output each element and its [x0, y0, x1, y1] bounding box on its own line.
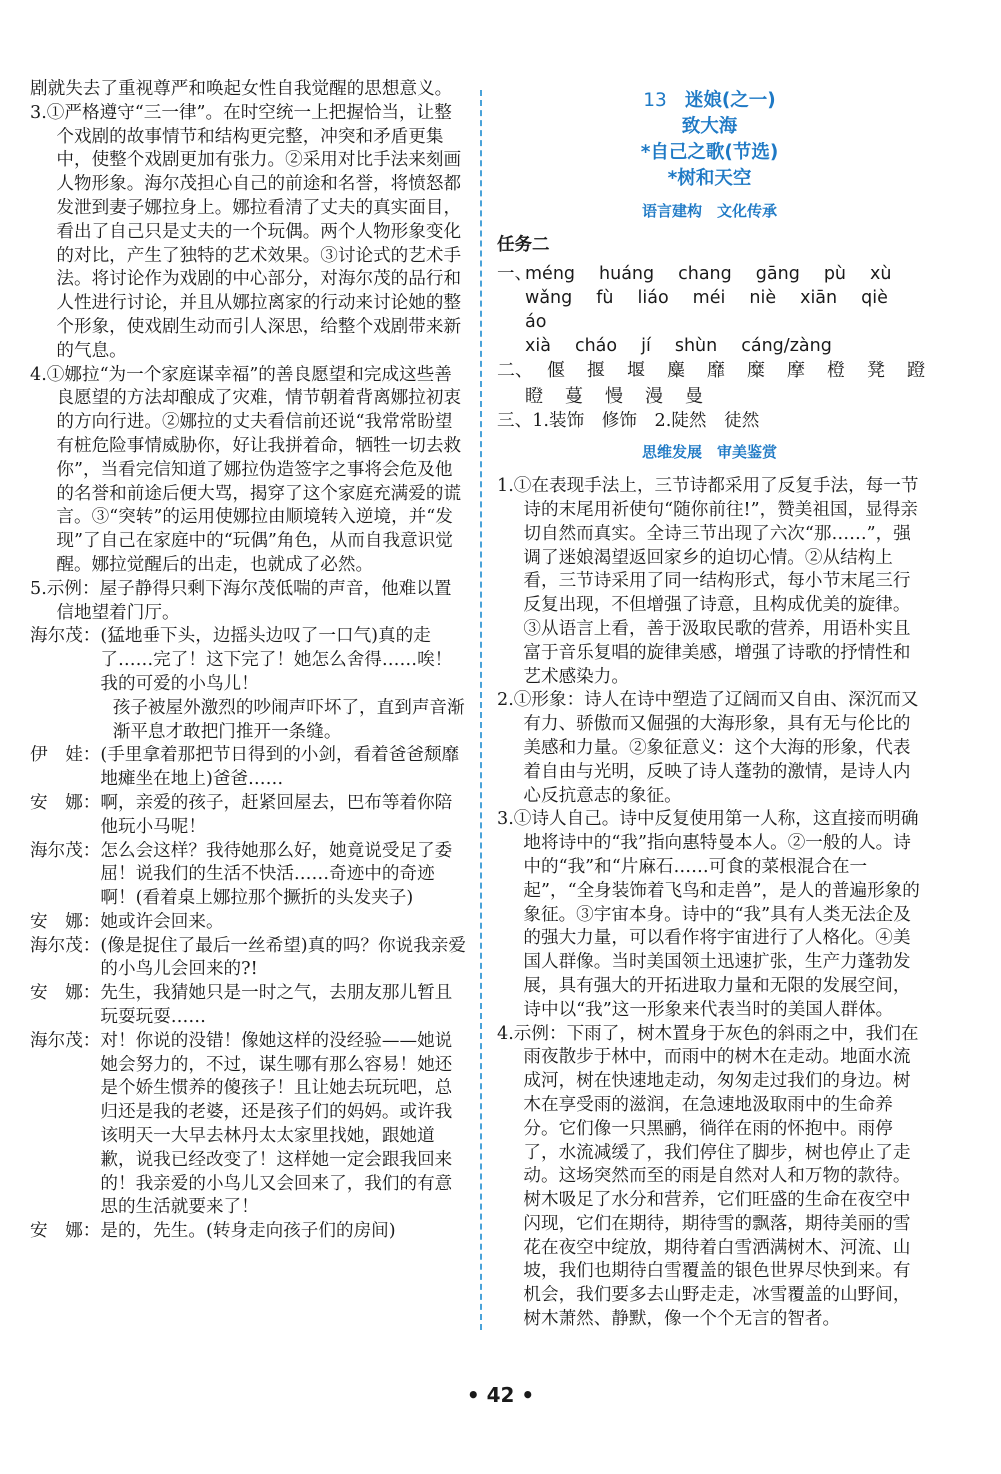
- dialogue-line: [30, 840, 468, 911]
- speaker: 海尔茂：: [30, 626, 101, 647]
- line-text: 先生，我猜她只是一时之气，去朋友那儿暂且玩耍玩耍……: [100, 983, 453, 1028]
- pinyin-word: méi: [692, 287, 726, 308]
- char: 麋: [667, 359, 685, 381]
- pinyin-word: cáng/zàng: [741, 335, 832, 356]
- char-row-2: [497, 384, 922, 410]
- pinyin-word: liáo: [637, 287, 669, 308]
- lesson-title-4: *树和天空: [667, 168, 752, 189]
- char: 蹬: [907, 359, 925, 381]
- column-divider: [480, 90, 482, 1330]
- pinyin-word: áo: [525, 311, 547, 332]
- char: 慢: [605, 385, 623, 407]
- script-dialogue: [30, 625, 468, 1244]
- pinyin-word: chang: [678, 263, 732, 284]
- line-text: 对！你说的没错！像她这样的没经验——她说她会努力的，不过，谋生哪有那么容易！她还是个娇生惯养的傻孩子！且让她去玩玩吧，总归还是我的老婆，还是孩子们的妈妈。或许我该明天一大早去林丹太太家里找她，跟她道歉，说我已经改变了！这样她一定会跟我回来的！我亲爱的小鸟儿又会回来了，我们的有意思的生活就要来了！: [100, 1030, 453, 1218]
- line-text: 啊，亲爱的孩子，赶紧回屋去，巴布等着你陪他玩小马呢！: [100, 792, 453, 837]
- dialogue-line: [30, 1030, 468, 1220]
- line-text: 是的，先生。(转身走向孩子们的房间): [100, 1221, 396, 1242]
- dialogue-line: [30, 625, 468, 696]
- pinyin-word: xià: [525, 335, 551, 356]
- lesson-heading: [497, 88, 922, 192]
- right-column: [497, 78, 925, 1332]
- pinyin-word: huáng: [599, 263, 655, 284]
- line-text: 怎么会这样？我待她那么好，她竟说受足了委屈！说我们的生活不快活……奇迹中的奇迹啊！(看着桌上娜拉那个撅折的头发夹子): [100, 840, 453, 909]
- speaker: 安 娜：: [30, 983, 101, 1004]
- char: 摩: [787, 359, 805, 381]
- pinyin-row-1: [497, 262, 922, 286]
- dialogue-line: [30, 744, 468, 792]
- answer-5: 5.示例：屋子静得只剩下海尔茂低喘的声音，他难以置信地望着门厅。: [30, 578, 452, 623]
- char: 蔓: [565, 385, 583, 407]
- speaker: 伊 娃：: [30, 745, 101, 766]
- pinyin-word: méng: [525, 263, 576, 284]
- answer-4: 4.①娜拉“为一个家庭谋幸福”的善良愿望和完成这些善良愿望的方法却酿成了灾难，情节朝着背离娜拉初衷的方向行进。②娜拉的丈夫看信前还说“我常常盼望有桩危险事情威胁你，好让我拼着命，牺牲一切去救你”，当看完信知道了娜拉伪造签字之事将会危及他的名誉和前途后便大骂，揭穿了这个家庭充满爱的谎言。③“突转”的运用使娜拉由顺境转入逆境，并“发现”了自己在家庭中的“玩偶”角色，从而自我意识觉醒。娜拉觉醒后的出走，也就成了必然。: [30, 364, 462, 575]
- char: 糜: [747, 359, 765, 381]
- intro-paragraph: 剧就失去了重视尊严和唤起女性自我觉醒的思想意义。: [30, 79, 453, 99]
- task-heading: 任务二: [497, 234, 550, 255]
- speaker: 安 娜：: [30, 911, 101, 932]
- stage-direction: 孩子被屋外激烈的吵闹声吓坏了，直到声音渐渐平息才敢把门推开一条缝。: [112, 697, 465, 742]
- pinyin-word: qiè: [861, 287, 888, 308]
- dialogue-line: [30, 982, 468, 1030]
- answer-4: 4.示例：下雨了，树木置身于灰色的斜雨之中，我们在雨夜散步于林中，而雨中的树木在走动。地面水流成河，树在快速地走动，匆匆走过我们的身边。树木在享受雨的滋润，在急速地汲取雨中的生命养分。它们像一只黑鹂，徜徉在雨的怀抱中。雨停了，水流减缓了，我们停住了脚步，树也停止了走动。这场突然而至的雨是自然对人和万物的款待。树木吸足了水分和营养，它们旺盛的生命在夜空中闪现，它们在期待，期待雪的飘落，期待美丽的雪花在夜空中绽放，期待着白雪洒满树木、河流、山坡，我们也期待白雪覆盖的银色世界尽快到来。有机会，我们要多去山野走走，冰雪覆盖的山野间，树木萧然、静默，像一个个无言的智者。: [497, 1023, 919, 1330]
- section-heading-2: 思维发展 审美鉴赏: [641, 443, 777, 462]
- left-column: [30, 78, 468, 1244]
- dialogue-line: [30, 1220, 468, 1244]
- char: 揠: [587, 359, 605, 381]
- line-text: 她或许会回来。: [100, 911, 224, 932]
- question-3-answer: 三、1.装饰 修饰 2.陡然 徒然: [497, 410, 760, 431]
- char: 靡: [707, 359, 725, 381]
- char: 偃: [547, 359, 565, 381]
- pinyin-word: xù: [870, 263, 892, 284]
- dialogue-line: [30, 911, 468, 935]
- question-label: 一、: [497, 263, 532, 284]
- lesson-number: 13: [643, 90, 667, 111]
- pinyin-word: cháo: [574, 335, 618, 356]
- speaker: 安 娜：: [30, 792, 101, 813]
- lesson-title-2: 致大海: [681, 116, 738, 137]
- speaker: 海尔茂：: [30, 935, 101, 956]
- dialogue-line: [30, 792, 468, 840]
- line-text: (猛地垂下头，边摇头边叹了一口气)真的走了……完了！这下完了！她怎么舍得……唉！我的可爱的小鸟儿！: [100, 626, 453, 694]
- pinyin-word: fù: [596, 287, 614, 308]
- question-label: 二、: [497, 359, 533, 381]
- pinyin-word: niè: [749, 287, 777, 308]
- speaker: 安 娜：: [30, 1221, 101, 1242]
- char: 堰: [627, 359, 645, 381]
- answer-3: 3.①严格遵守“三一律”。在时空统一上把握恰当，让整个戏剧的故事情节和结构更完整，冲突和矛盾更集中，使整个戏剧更加有张力。②采用对比手法来刻画人物形象。海尔茂担心自己的前途和名誉，将愤怒都发泄到妻子娜拉身上。娜拉看清了丈夫的真实面目，看出了自己只是丈夫的一个玩偶。两个人物形象变化的对比，产生了独特的艺术效果。③讨论式的艺术手法。将讨论作为戏剧的中心部分，对海尔茂的品行和人性进行讨论，并且从娜拉离家的行动来讨论她的整个形象，使戏剧生动而引人深思，给整个戏剧带来新的气息。: [30, 102, 462, 361]
- pinyin-word: shùn: [674, 335, 718, 356]
- char: 凳: [867, 359, 885, 381]
- line-text: (手里拿着那把节日得到的小剑，看着爸爸颓靡地瘫坐在地上)爸爸……: [100, 745, 460, 790]
- char: 瞪: [525, 385, 543, 407]
- pinyin-word: pù: [823, 263, 847, 284]
- dialogue-line: [30, 935, 468, 983]
- answer-3: 3.①诗人自己。诗中反复使用第一人称，这直接而明确地将诗中的“我”指向惠特曼本人。②一般的人。诗中的“我”和“片麻石……可食的菜根混合在一起”，“全身装饰着飞鸟和走兽”，是人的普遍形象的象征。③宇宙本身。诗中的“我”具有人类无法企及的强大力量，可以看作将宇宙进行了人格化。④美国人群像。当时美国领土迅速扩张，生产力蓬勃发展，具有强大的开拓进取力量和无限的发展空间，诗中以“我”这一形象来代表当时的美国人群体。: [497, 809, 920, 1020]
- char-row-1: [497, 358, 925, 384]
- answer-2: 2.①形象：诗人在诗中塑造了辽阔而又自由、深沉而又有力、骄傲而又倔强的大海形象，具有无与伦比的美感和力量。②象征意义：这个大海的形象，代表着自由与光明，反映了诗人蓬勃的激情，是诗人内心反抗意志的象征。: [497, 690, 919, 806]
- speaker: 海尔茂：: [30, 1030, 101, 1051]
- pinyin-word: wǎng: [525, 287, 573, 308]
- char: 曼: [685, 385, 703, 407]
- speaker: 海尔茂：: [30, 840, 101, 861]
- line-text: (像是捉住了最后一丝希望)真的吗？你说我亲爱的小鸟儿会回来的?!: [100, 935, 466, 980]
- pinyin-row-2: [497, 286, 922, 334]
- char: 漫: [645, 385, 663, 407]
- pinyin-row-3: [497, 334, 922, 358]
- lesson-title-1: 13 迷娘(之一): [643, 90, 776, 111]
- pinyin-word: xiān: [800, 287, 838, 308]
- lesson-title-3: *自己之歌(节选): [640, 142, 779, 163]
- char: 橙: [827, 359, 845, 381]
- answer-1: 1.①在表现手法上，三节诗都采用了反复手法，每一节诗的末尾用祈使句“随你前往!”，赞美祖国，显得亲切自然而真实。全诗三节出现了六次“那……”，强调了迷娘渴望返回家乡的迫切心情。②从结构上看，三节诗采用了同一结构形式，每小节末尾三行反复出现，不但增强了诗意，且构成优美的旋律。③从语言上看，善于汲取民歌的营养，用语朴实且富于音乐复唱的旋律美感，增强了诗歌的抒情性和艺术感染力。: [497, 476, 919, 687]
- section-heading-1: 语言建构 文化传承: [641, 202, 777, 220]
- page-number: • 42 •: [466, 1383, 535, 1407]
- pinyin-word: jí: [641, 335, 651, 356]
- pinyin-word: gāng: [755, 263, 800, 284]
